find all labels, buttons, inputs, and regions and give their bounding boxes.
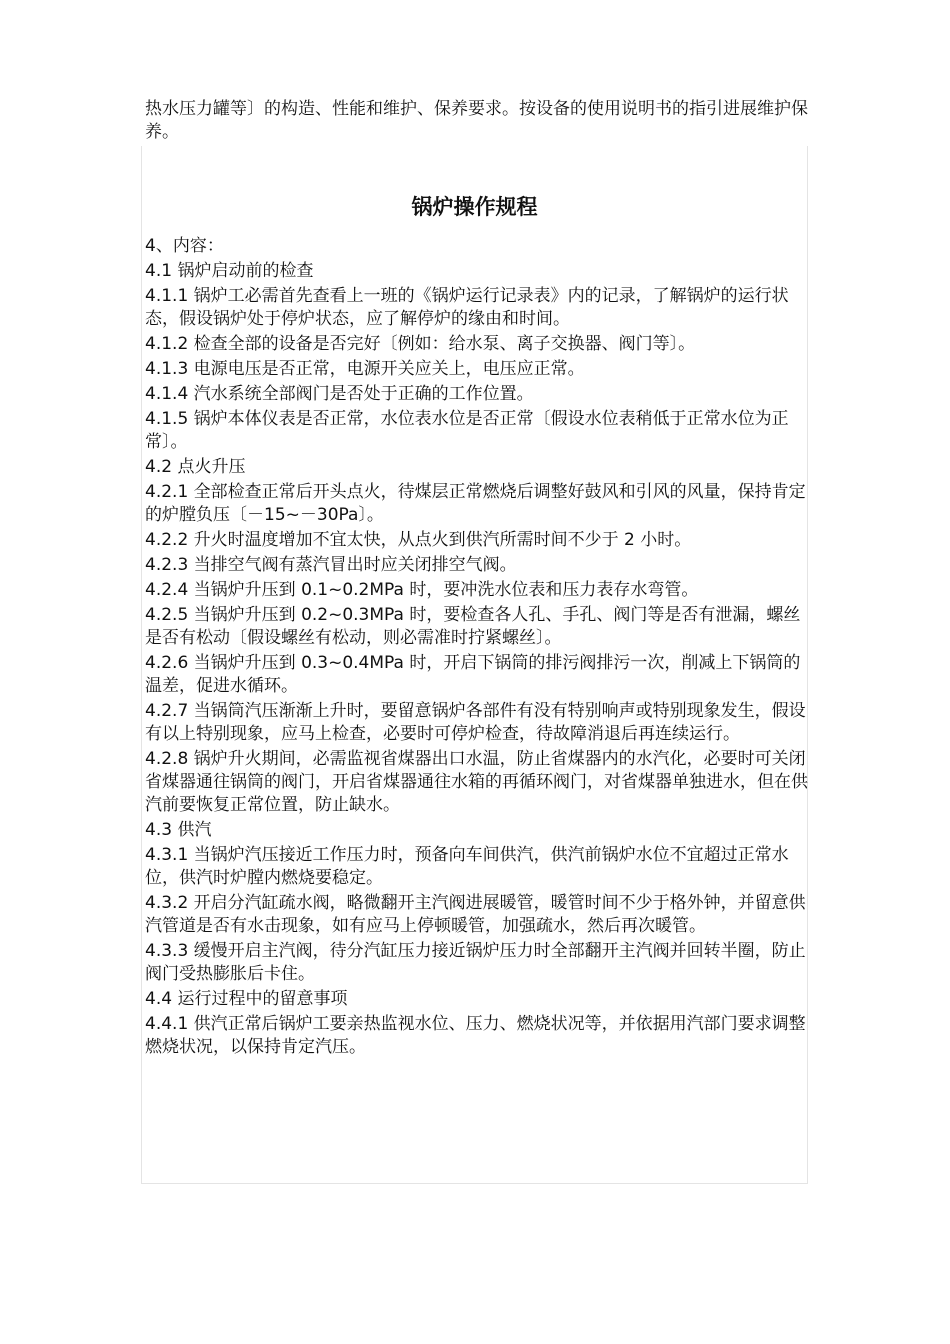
paragraph-4-2-2: 4.2.2 升火时温度增加不宜太快，从点火到供汽所需时间不少于 2 小时。 [145, 530, 692, 550]
section-heading-4-3: 4.3 供汽 [145, 820, 212, 840]
intro-text-block [145, 98, 817, 144]
paragraph-4-1-3: 4.1.3 电源电压是否正常，电源开关应关上，电压应正常。 [145, 359, 585, 379]
section-heading-content: 4、内容： [145, 236, 224, 256]
paragraph-4-3-2: 4.3.2 开启分汽缸疏水阀，略微翻开主汽阀进展暖管，暖管时间不少于格外钟，并留意供汽管道是否有水击现象，如有应马上停顿暖管，加强疏水，然后再次暖管。 [145, 893, 806, 936]
document-title: 锅炉操作规程 [411, 195, 538, 219]
procedure-content [145, 235, 815, 1061]
paragraph-4-2-3: 4.2.3 当排空气阀有蒸汽冒出时应关闭排空气阀。 [145, 555, 517, 575]
paragraph-4-2-5: 4.2.5 当锅炉升压到 0.2~0.3MPa 时，要检查各人孔、手孔、阀门等是否有泄漏，螺丝是否有松动〔假设螺丝有松动，则必需准时拧紧螺丝〕。 [145, 605, 801, 648]
section-heading-4-2: 4.2 点火升压 [145, 457, 246, 477]
paragraph-4-3-3: 4.3.3 缓慢开启主汽阀，待分汽缸压力接近锅炉压力时全部翻开主汽阀并回转半圈，防止阀门受热膨胀后卡住。 [145, 941, 806, 984]
paragraph-4-1-2: 4.1.2 检查全部的设备是否完好〔例如：给水泵、离子交换器、阀门等〕。 [145, 334, 696, 354]
paragraph-4-2-4: 4.2.4 当锅炉升压到 0.1~0.2MPa 时，要冲洗水位表和压力表存水弯管。 [145, 580, 699, 600]
paragraph-4-1-4: 4.1.4 汽水系统全部阀门是否处于正确的工作位置。 [145, 384, 534, 404]
section-heading-4-1: 4.1 锅炉启动前的检查 [145, 261, 314, 281]
paragraph-4-2-8: 4.2.8 锅炉升火期间，必需监视省煤器出口水温，防止省煤器内的水汽化，必要时可关闭省煤器通往锅筒的阀门，开启省煤器通往水箱的再循环阀门，对省煤器单独进水，但在供汽前要恢复正常位置，防止缺水。 [145, 749, 808, 815]
paragraph-4-1-1: 4.1.1 锅炉工必需首先查看上一班的《锅炉运行记录表》内的记录，了解锅炉的运行状态，假设锅炉处于停炉状态，应了解停炉的缘由和时间。 [145, 286, 789, 329]
paragraph-4-4-1: 4.4.1 供汽正常后锅炉工要亲热监视水位、压力、燃烧状况等，并依据用汽部门要求调整燃烧状况，以保持肯定汽压。 [145, 1014, 806, 1057]
paragraph-4-2-1: 4.2.1 全部检查正常后开头点火，待煤层正常燃烧后调整好鼓风和引风的风量，保持肯定的炉膛负压〔－15~－30Pa〕。 [145, 482, 806, 525]
paragraph-4-2-7: 4.2.7 当锅筒汽压渐渐上升时，要留意锅炉各部件有没有特别响声或特别现象发生，假设有以上特别现象，应马上检查，必要时可停炉检查，待故障消退后再连续运行。 [145, 701, 806, 744]
paragraph-4-3-1: 4.3.1 当锅炉汽压接近工作压力时，预备向车间供汽，供汽前锅炉水位不宜超过正常水位，供汽时炉膛内燃烧要稳定。 [145, 845, 789, 888]
paragraph-4-1-5: 4.1.5 锅炉本体仪表是否正常，水位表水位是否正常〔假设水位表稍低于正常水位为正常〕。 [145, 409, 789, 452]
section-heading-4-4: 4.4 运行过程中的留意事项 [145, 989, 348, 1009]
intro-paragraph: 热水压力罐等〕的构造、性能和维护、保养要求。按设备的使用说明书的指引进展维护保养。 [145, 99, 808, 142]
paragraph-4-2-6: 4.2.6 当锅炉升压到 0.3~0.4MPa 时，开启下锅筒的排污阀排污一次，削减上下锅筒的温差，促进水循环。 [145, 653, 801, 696]
